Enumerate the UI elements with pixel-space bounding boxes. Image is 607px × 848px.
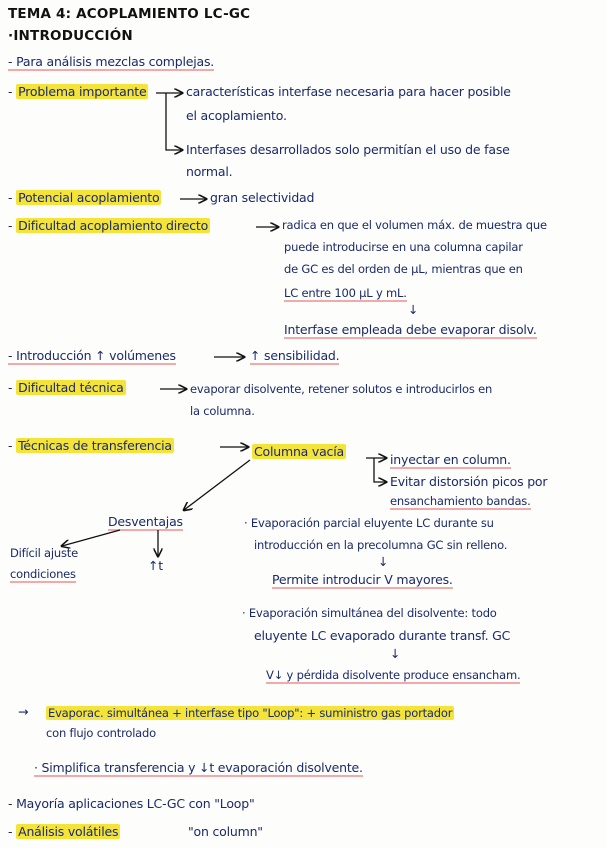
desventaja-2: ↑t [148, 558, 163, 573]
desventaja-1a: Difícil ajuste [10, 546, 78, 560]
volatiles-label: Análisis volátiles [18, 824, 119, 839]
evap3-arrow: → [18, 704, 29, 719]
dash: - [8, 218, 17, 233]
dificultad-t2: puede introducirse en una columna capilar [284, 240, 523, 254]
columna-branch [374, 458, 386, 482]
evap1-t2: introducción en la precolumna GC sin relleno. [254, 538, 508, 552]
tecnicas-label: Técnicas de transferencia [18, 438, 172, 453]
evap2-t2: eluyente LC evaporado durante transf. GC [254, 628, 511, 643]
problema-a1: características interfase necesaria para hacer posible [186, 84, 511, 99]
intro-vol-b-text: ↑ sensibilidad. [250, 348, 340, 363]
intro-line-1-text: - Para análisis mezclas complejas. [8, 54, 215, 69]
potencial-label: Potencial acoplamiento [18, 190, 160, 205]
volatiles-value: "on column" [188, 824, 263, 839]
evap2-t3-text: V↓ y pérdida disolvente produce ensancham. [266, 668, 521, 682]
dificultad-t4-text: LC entre 100 µL y mL. [284, 286, 407, 300]
dash: - [8, 438, 17, 453]
simplifica-text: · Simplifica transferencia y ↓t evaporación disolvente. [34, 760, 363, 775]
problema-a2: el acoplamiento. [186, 108, 287, 123]
dif-tec-label: Dificultad técnica [18, 380, 124, 395]
mayoria: - Mayoría aplicaciones LC-GC con "Loop" [8, 796, 255, 811]
tecnicas-r1-text: inyectar en column. [390, 452, 511, 467]
section-heading: ·INTRODUCCIÓN [8, 28, 133, 44]
intro-vol-a-text: - Introducción ↑ volúmenes [8, 348, 176, 363]
desventajas-text: Desventajas [108, 514, 183, 529]
dash: - [8, 824, 17, 839]
evap1-t3-text: Permite introducir V mayores. [272, 572, 453, 587]
problema-b1: Interfases desarrollados solo permitían el uso de fase [186, 142, 510, 157]
problema-label: Problema importante [18, 84, 147, 99]
title: TEMA 4: ACOPLAMIENTO LC-GC [8, 6, 251, 22]
evap1-down: ↓ [378, 554, 389, 569]
evap2-t1: · Evaporación simultánea del disolvente: todo [242, 606, 497, 620]
dificultad-t5-text: Interfase empleada debe evaporar disolv. [284, 322, 537, 337]
desv-to-d1 [62, 530, 120, 546]
problema-b2: normal. [186, 164, 233, 179]
dificultad-label: Dificultad acoplamiento directo [18, 218, 209, 233]
to-desventajas [184, 460, 250, 510]
evap3-t2: con flujo controlado [46, 726, 156, 740]
tecnicas-r2a: Evitar distorsión picos por [390, 474, 548, 489]
tecnicas-r2b-text: ensanchamiento bandas. [390, 494, 531, 508]
columna-vacia-text: Columna vacía [254, 444, 344, 459]
dash: - [8, 84, 17, 99]
evap2-down: ↓ [390, 646, 401, 661]
dif-tec-t1: evaporar disolvente, retener solutos e introducirlos en [190, 382, 493, 396]
potencial-value: gran selectividad [210, 190, 315, 205]
evap1-t1: · Evaporación parcial eluyente LC durante su [244, 516, 494, 530]
dash: - [8, 190, 17, 205]
evap3-t1-text: Evaporac. simultánea + interfase tipo "Loop": + suministro gas portador [48, 706, 453, 720]
dif-tec-t2: la columna. [190, 404, 255, 418]
dificultad-t3: de GC es del orden de µL, mientras que en [284, 262, 523, 276]
dash: - [8, 380, 17, 395]
dificultad-t1: radica en que el volumen máx. de muestra que [282, 218, 547, 232]
desventaja-1b-text: condiciones [10, 567, 76, 581]
problema-branch [166, 93, 182, 150]
dificultad-down-arrow: ↓ [408, 302, 419, 317]
